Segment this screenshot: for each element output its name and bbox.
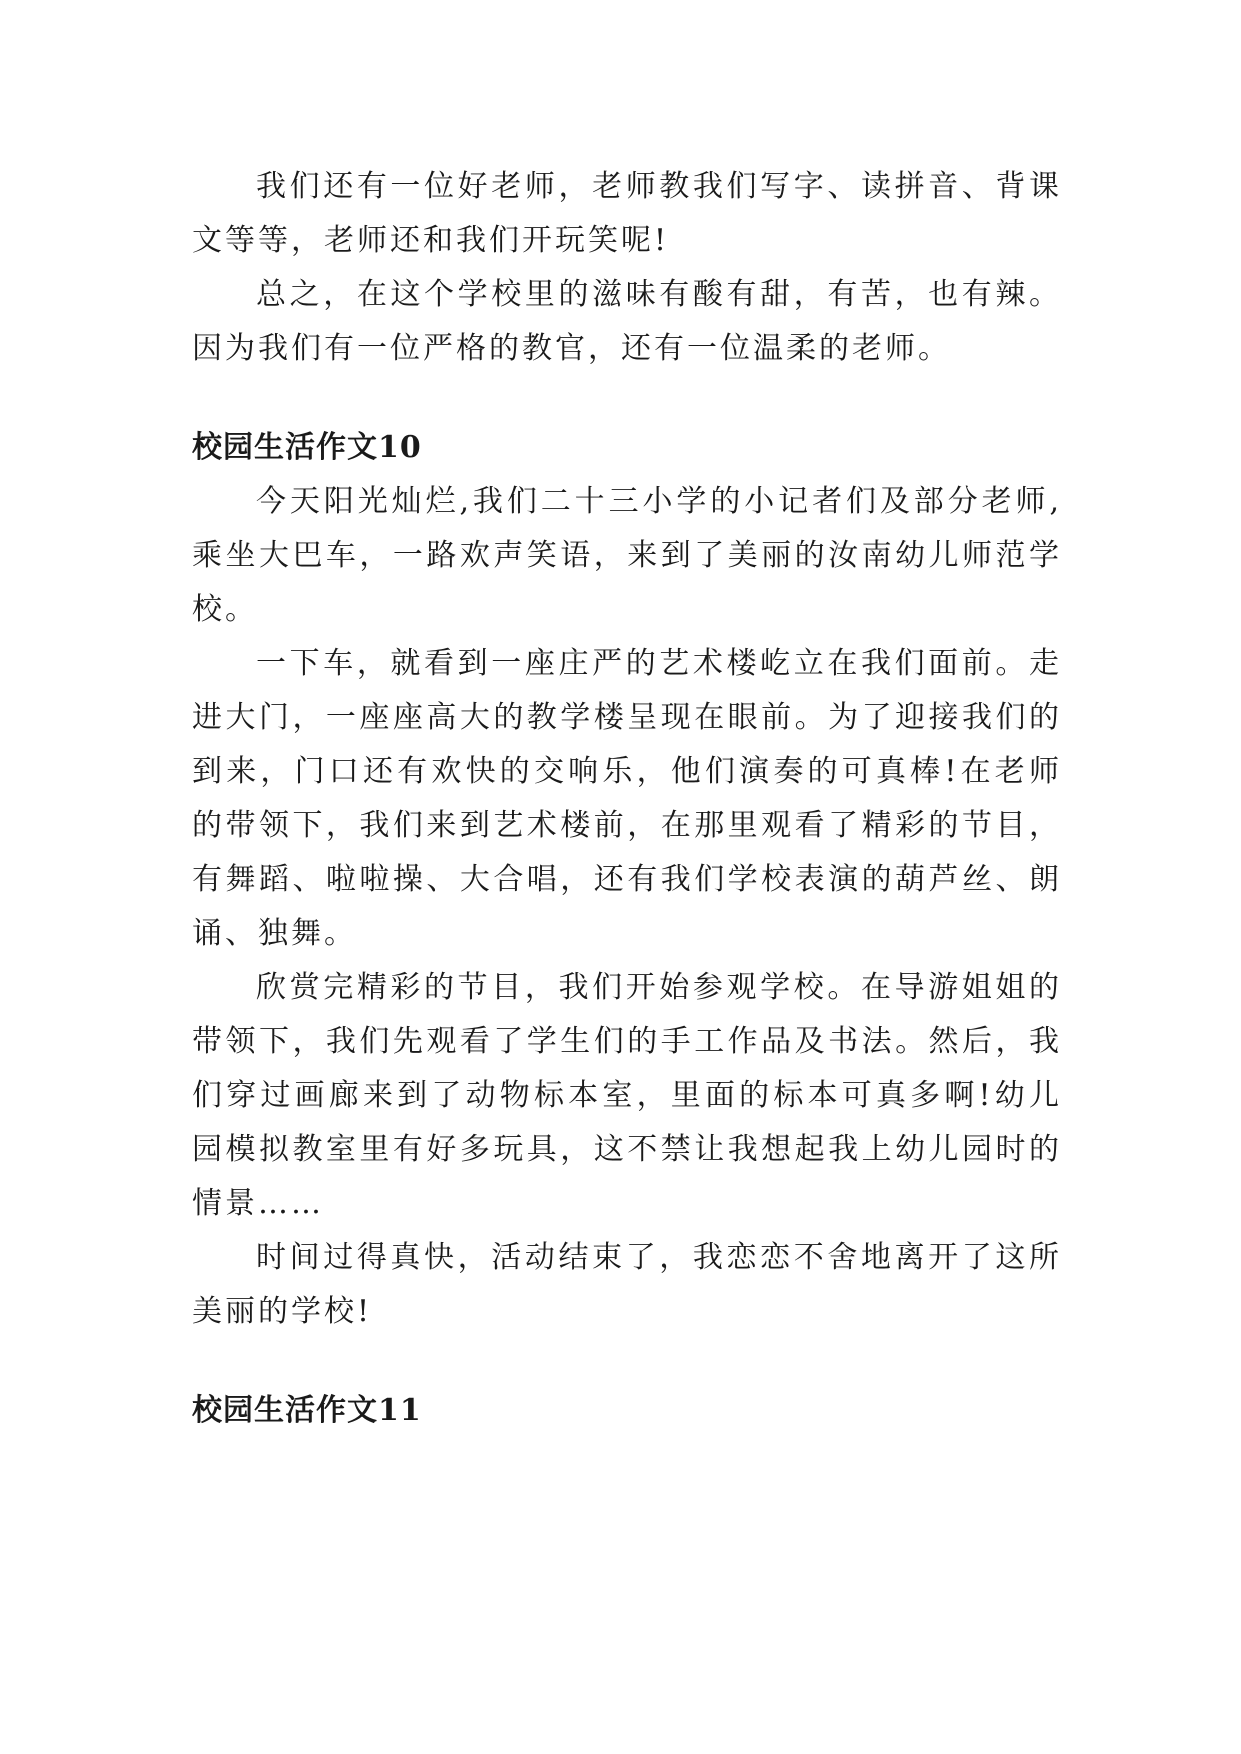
paragraph-summary: 总之，在这个学校里的滋味有酸有甜，有苦，也有辣。因为我们有一位严格的教官，还有一位温柔的老师。 <box>192 277 1062 366</box>
section-gap <box>192 376 1062 421</box>
paragraph-arrival: 今天阳光灿烂,我们二十三小学的小记者们及部分老师,乘坐大巴车，一路欢声笑语，来到了美丽的汝南幼儿师范学校。 <box>192 484 1062 627</box>
essay-title-11: 校园生活作文11 <box>192 1393 422 1428</box>
paragraph-art-building: 一下车，就看到一座庄严的艺术楼屹立在我们面前。走进大门，一座座高大的教学楼呈现在眼前。为了迎接我们的到来，门口还有欢快的交响乐，他们演奏的可真棒!在老师的带领下，我们来到艺术楼前，在那里观看了精彩的节目，有舞蹈、啦啦操、大合唱，还有我们学校表演的葫芦丝、朗诵、独舞。 <box>192 646 1062 951</box>
section-gap <box>192 1339 1062 1384</box>
paragraph-teacher: 我们还有一位好老师，老师教我们写字、读拼音、背课文等等，老师还和我们开玩笑呢! <box>192 169 1062 258</box>
paragraph-ending: 时间过得真快，活动结束了，我恋恋不舍地离开了这所美丽的学校! <box>192 1240 1062 1329</box>
essay-title-10: 校园生活作文10 <box>192 430 422 465</box>
paragraph-tour: 欣赏完精彩的节目，我们开始参观学校。在导游姐姐的带领下，我们先观看了学生们的手工作品及书法。然后，我们穿过画廊来到了动物标本室，里面的标本可真多啊!幼儿园模拟教室里有好多玩具，这不禁让我想起我上幼儿园时的情景…… <box>192 970 1062 1221</box>
document-body <box>192 160 1062 1438</box>
